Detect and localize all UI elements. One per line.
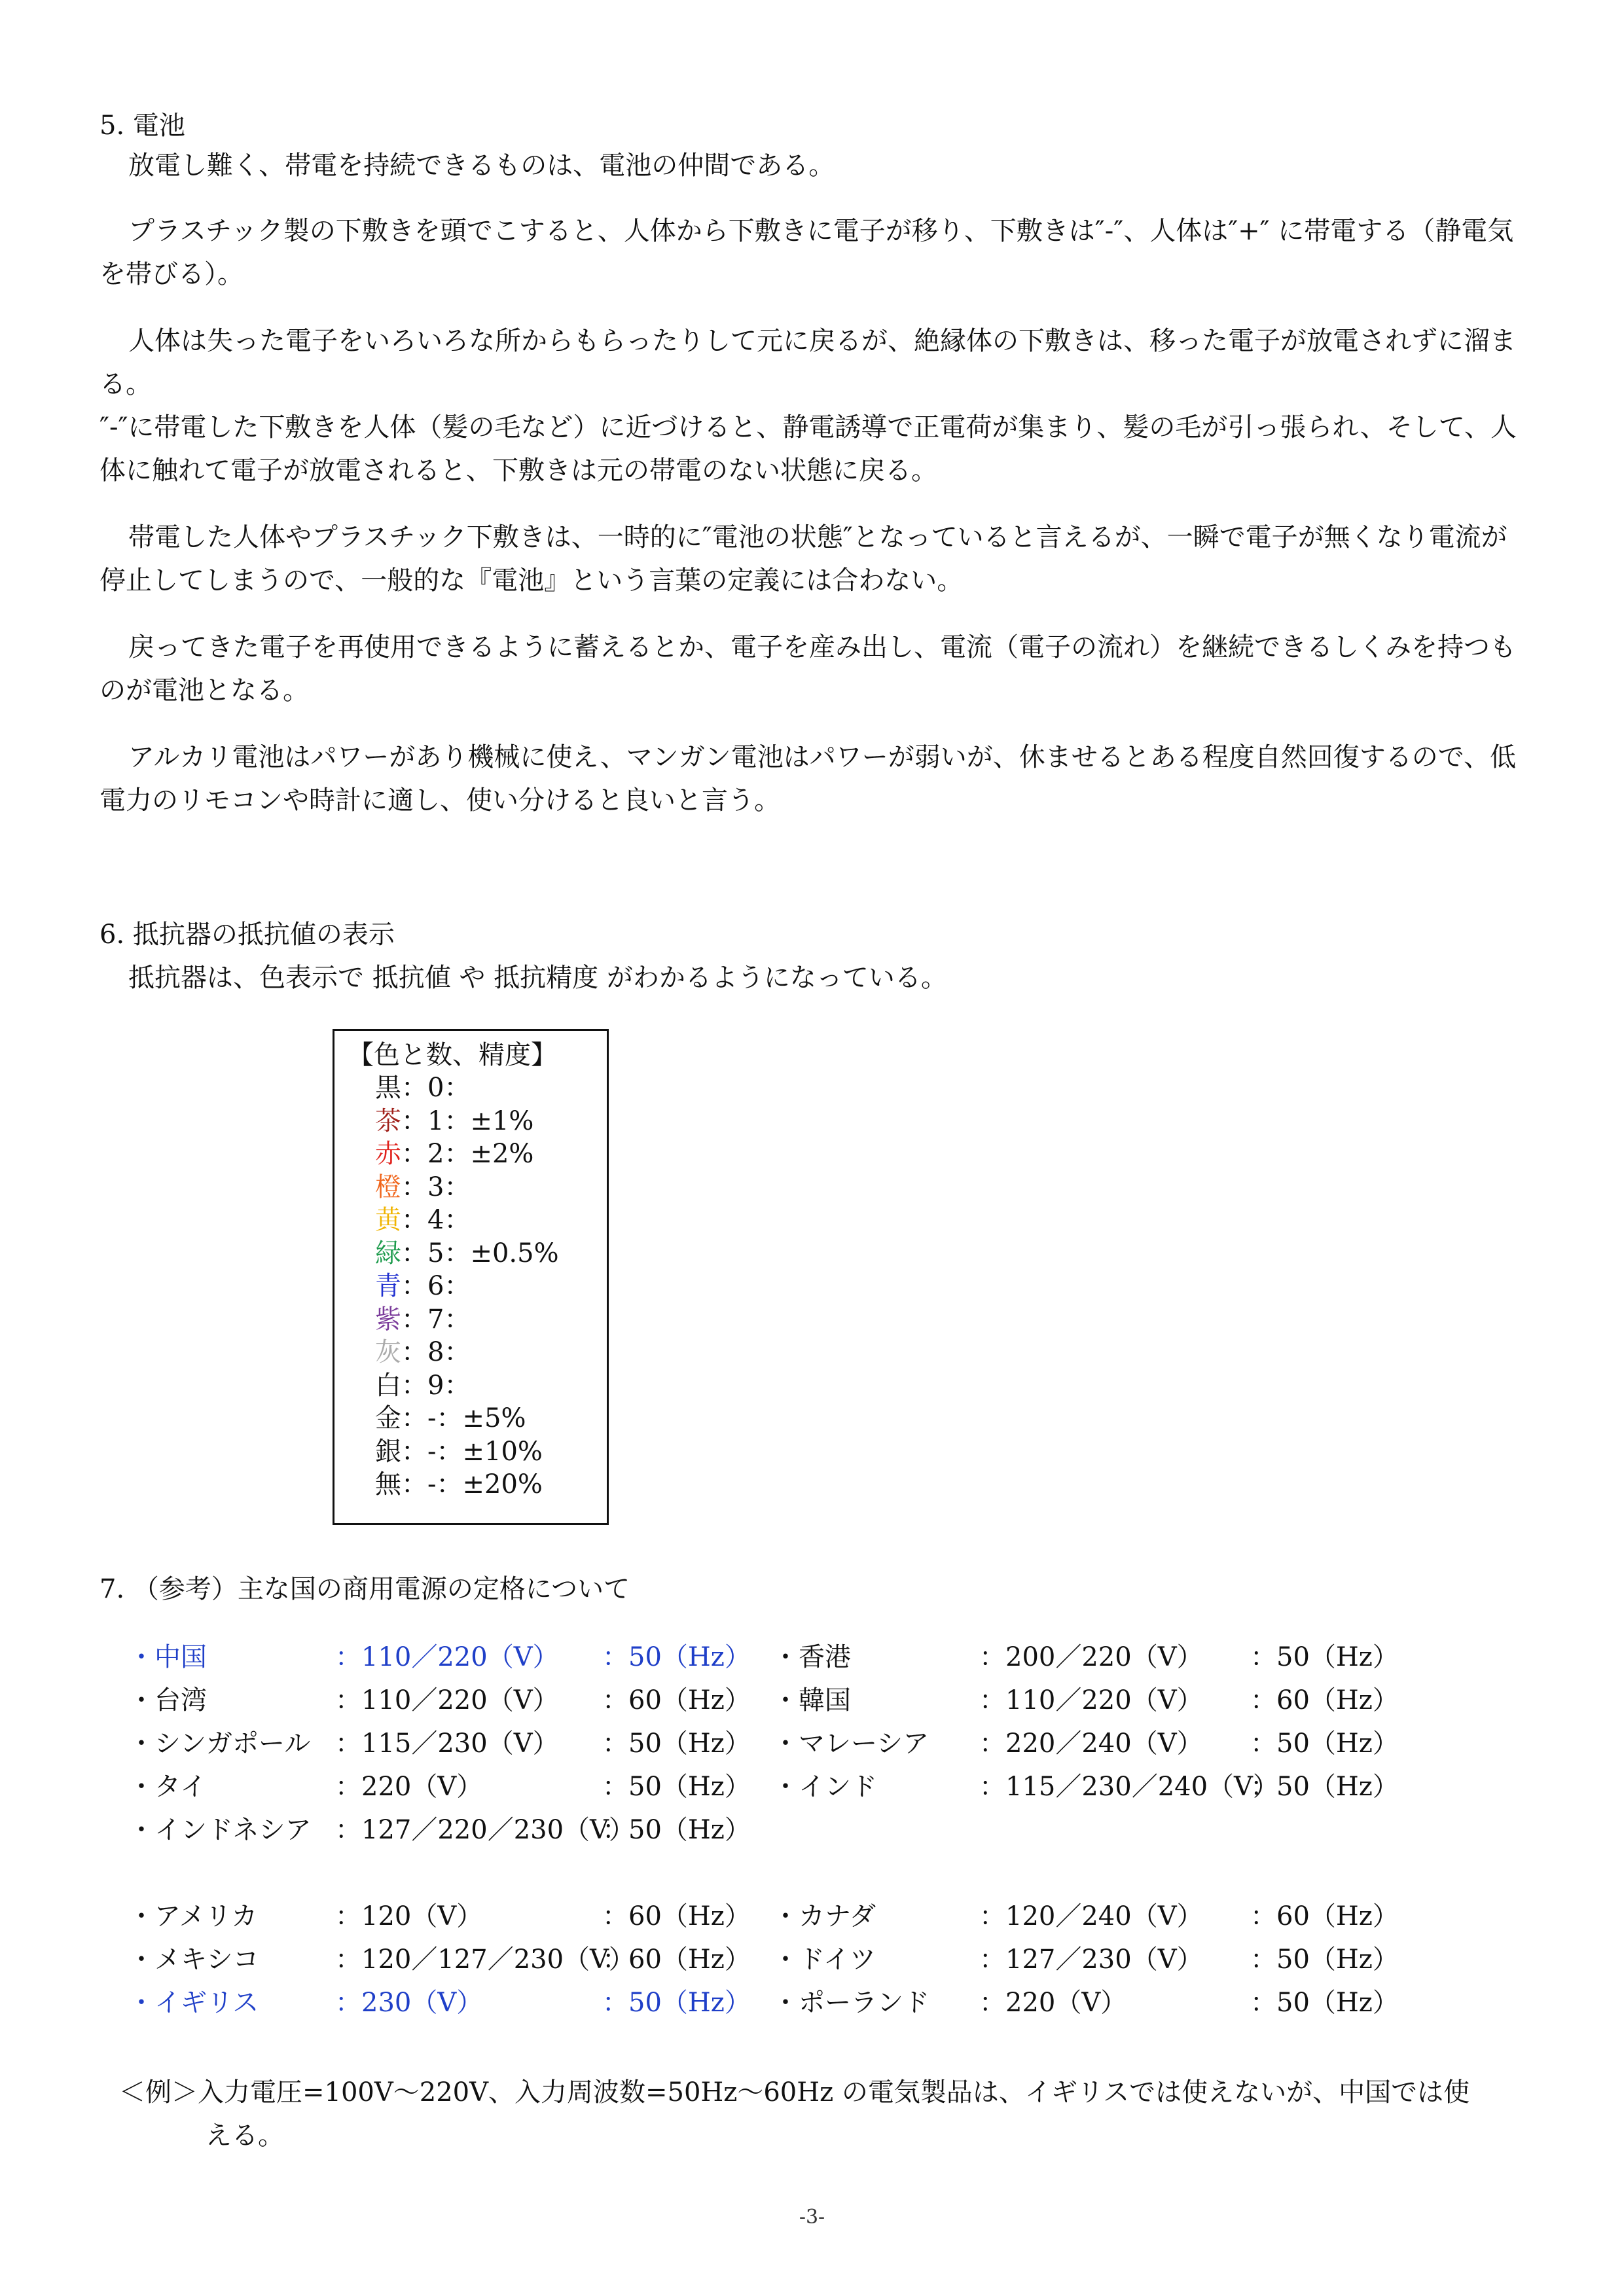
section-5-paragraph: [99, 319, 1533, 406]
frequency-value: ：50（Hz）: [1250, 1642, 1399, 1672]
page-number: -3-: [799, 2206, 825, 2229]
voltage-row: [128, 1683, 1503, 1717]
voltage-value: ：230（V）: [335, 1988, 483, 2018]
color-code-row: [375, 1369, 559, 1403]
voltage-value: ：220（V）: [979, 1988, 1127, 2018]
frequency-value: ：50（Hz）: [602, 1815, 751, 1845]
country-name: ・インドネシア: [128, 1815, 312, 1845]
color-name: 赤: [375, 1139, 401, 1169]
section-5-paragraph: [99, 626, 1533, 712]
section-5-paragraph: [99, 516, 1533, 602]
country-name: ・ポーランド: [772, 1988, 929, 2018]
voltage-value: ：120（V）: [335, 1901, 483, 1931]
frequency-value: ：50（Hz）: [602, 1642, 751, 1672]
color-name: 橙: [375, 1172, 401, 1202]
frequency-value: ：50（Hz）: [1250, 1988, 1399, 2018]
color-value: ：3：: [401, 1172, 471, 1202]
country-name: ・シンガポール: [128, 1729, 311, 1759]
voltage-value: ：200／220（V）: [979, 1642, 1203, 1672]
color-name: 銀: [375, 1436, 401, 1467]
frequency-value: ：50（Hz）: [602, 1772, 751, 1802]
frequency-value: ：60（Hz）: [602, 1685, 751, 1715]
color-value: ：8：: [401, 1337, 471, 1367]
color-value: ：5：±0.5%: [401, 1238, 559, 1268]
color-code-row: [375, 1237, 559, 1270]
color-code-row: [375, 1402, 559, 1435]
voltage-value: ：115／230／240（V）: [979, 1772, 1279, 1802]
frequency-value: ：60（Hz）: [1250, 1901, 1399, 1931]
color-name: 灰: [375, 1337, 401, 1367]
color-name: 紫: [375, 1304, 401, 1335]
color-code-row: [375, 1270, 559, 1303]
frequency-value: ：50（Hz）: [1250, 1945, 1399, 1975]
color-value: ：2：±2%: [401, 1139, 534, 1169]
resistor-color-code-box: [333, 1029, 609, 1525]
section-5-paragraph: [99, 406, 1533, 492]
color-code-row: [375, 1468, 559, 1501]
color-value: ：4：: [401, 1205, 471, 1235]
section-5-paragraph: [99, 736, 1533, 822]
country-name: ・韓国: [772, 1685, 851, 1715]
country-name: ・香港: [772, 1642, 851, 1672]
frequency-value: ：50（Hz）: [602, 1729, 751, 1759]
section-6-heading: 6. 抵抗器の抵抗値の表示: [99, 920, 395, 950]
color-value: ：6：: [401, 1271, 471, 1301]
voltage-value: ：220／240（V）: [979, 1729, 1203, 1759]
voltage-value: ：120／127／230（V）: [335, 1945, 635, 1975]
country-name: ・タイ: [128, 1772, 207, 1802]
color-code-row: [375, 1171, 559, 1204]
country-name: ・中国: [128, 1642, 207, 1672]
color-value: ：-：±20%: [401, 1469, 543, 1499]
country-name: ・アメリカ: [128, 1901, 258, 1931]
voltage-value: ：127／230（V）: [979, 1945, 1203, 1975]
color-name: 緑: [375, 1238, 401, 1268]
paragraph-text: 帯電した人体やプラスチック下敷きは、一時的に″電池の状態″となっていると言えるが、一瞬で電子が無くなり電流が停止してしまうので、一般的な『電池』という言葉の定義には合わない。: [99, 522, 1507, 596]
voltage-value: ：110／220（V）: [335, 1642, 559, 1672]
color-value: ：0：: [401, 1073, 471, 1103]
voltage-value: ：127／220／230（V）: [335, 1815, 635, 1845]
frequency-value: ：60（Hz）: [602, 1901, 751, 1931]
section-5-heading: 5. 電池: [99, 111, 185, 141]
frequency-value: ：50（Hz）: [1250, 1729, 1399, 1759]
color-value: ：9：: [401, 1370, 471, 1401]
example-note: [119, 2071, 1533, 2157]
color-name: 白: [375, 1370, 401, 1401]
color-code-row: [375, 1303, 559, 1336]
frequency-value: ：60（Hz）: [602, 1945, 751, 1975]
country-name: ・マレーシア: [772, 1729, 929, 1759]
country-name: ・メキシコ: [128, 1945, 259, 1975]
color-value: ：-：±5%: [401, 1403, 526, 1433]
paragraph-text: プラスチック製の下敷きを頭でこすると、人体から下敷きに電子が移り、下敷きは″-″、人体は″+″ に帯電する（静電気を帯びる）。: [99, 216, 1514, 289]
voltage-value: ：110／220（V）: [979, 1685, 1203, 1715]
voltage-value: ：120／240（V）: [979, 1901, 1203, 1931]
paragraph-text: 人体は失った電子をいろいろな所からもらったりして元に戻るが、絶縁体の下敷きは、移った電子が放電されずに溜まる。: [99, 326, 1516, 399]
color-name: 無: [375, 1469, 401, 1499]
paragraph-text: 放電し難く、帯電を持続できるものは、電池の仲間である。: [128, 151, 835, 181]
color-code-row: [375, 1105, 559, 1138]
color-code-row: [375, 1435, 559, 1469]
voltage-row: [128, 1727, 1503, 1761]
color-name: 金: [375, 1403, 401, 1433]
color-value: ：7：: [401, 1304, 471, 1335]
color-name: 黄: [375, 1205, 401, 1235]
paragraph-text: 戻ってきた電子を再使用できるように蓄えるとか、電子を産み出し、電流（電子の流れ）を継続できるしくみを持つものが電池となる。: [99, 632, 1516, 706]
paragraph-text: ″-″に帯電した下敷きを人体（髪の毛など）に近づけると、静電誘導で正電荷が集まり、髪の毛が引っ張られ、そして、人体に触れて電子が放電されると、下敷きは元の帯電のない状態に戻る。: [99, 412, 1517, 486]
section-7-heading: 7. （参考）主な国の商用電源の定格について: [99, 1574, 630, 1604]
frequency-value: ：50（Hz）: [602, 1988, 751, 2018]
voltage-value: ：220（V）: [335, 1772, 483, 1802]
voltage-row: [128, 1770, 1503, 1804]
color-code-list: [375, 1071, 559, 1501]
voltage-value: ：115／230（V）: [335, 1729, 559, 1759]
color-code-row: [375, 1138, 559, 1171]
country-name: ・ドイツ: [772, 1945, 876, 1975]
country-name: ・イギリス: [128, 1988, 259, 2018]
frequency-value: ：60（Hz）: [1250, 1685, 1399, 1715]
color-code-row: [375, 1204, 559, 1237]
example-line-2: える。: [206, 2121, 284, 2151]
section-5-paragraph: [99, 209, 1533, 296]
section-5-paragraph: [99, 144, 1533, 187]
color-code-row: [375, 1336, 559, 1369]
voltage-row: [128, 1813, 1503, 1847]
country-name: ・カナダ: [772, 1901, 876, 1931]
frequency-value: ：50（Hz）: [1250, 1772, 1399, 1802]
voltage-row: [128, 1986, 1503, 2020]
paragraph-text: アルカリ電池はパワーがあり機械に使え、マンガン電池はパワーが弱いが、休ませるとある程度自然回復するので、低電力のリモコンや時計に適し、使い分けると良いと言う。: [99, 742, 1516, 816]
color-name: 黒: [375, 1073, 401, 1103]
section-6-intro: 抵抗器は、色表示で 抵抗値 や 抵抗精度 がわかるようになっている。: [128, 963, 947, 993]
color-name: 青: [375, 1271, 401, 1301]
example-line-1: ＜例＞入力電圧=100V～220V、入力周波数=50Hz～60Hz の電気製品は、イギリスでは使えないが、中国では使: [119, 2077, 1470, 2108]
voltage-row: [128, 1640, 1503, 1674]
color-code-row: [375, 1071, 559, 1105]
voltage-row: [128, 1899, 1503, 1933]
country-name: ・インド: [772, 1772, 877, 1802]
color-name: 茶: [375, 1105, 401, 1136]
country-name: ・台湾: [128, 1685, 207, 1715]
color-value: ：1：±1%: [401, 1105, 534, 1136]
voltage-value: ：110／220（V）: [335, 1685, 559, 1715]
color-value: ：-：±10%: [401, 1436, 543, 1467]
color-code-title: 【色と数、精度】: [348, 1040, 557, 1070]
voltage-row: [128, 1943, 1503, 1977]
